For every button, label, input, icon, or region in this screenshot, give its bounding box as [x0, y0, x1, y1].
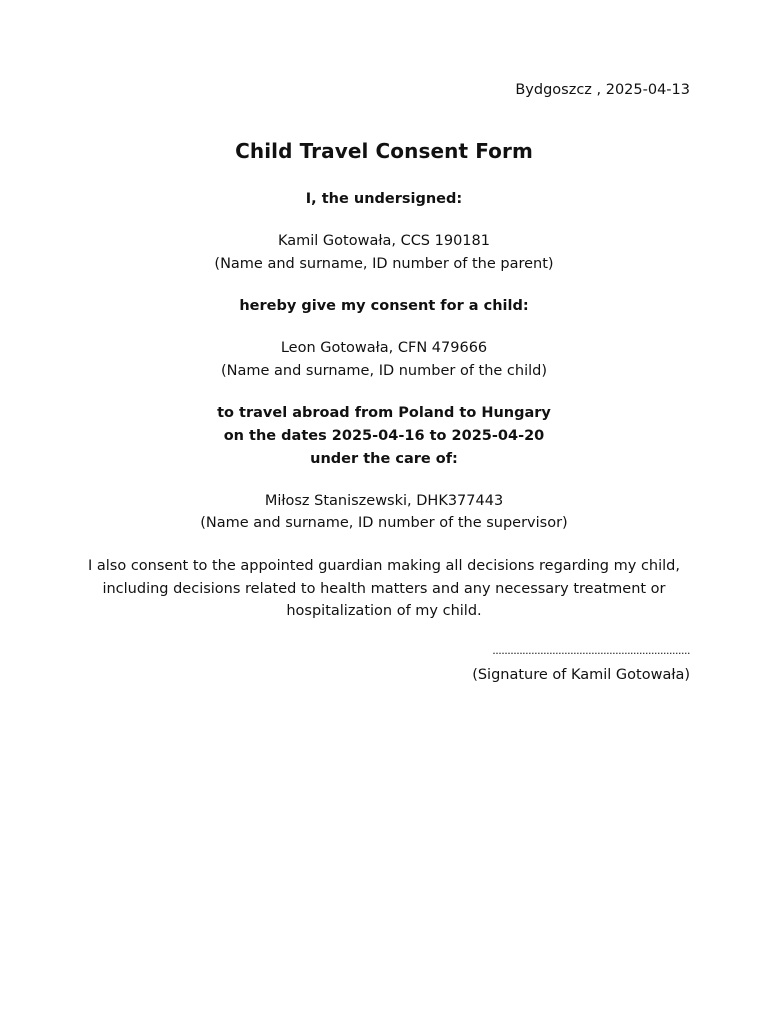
supervisor-name-id: Miłosz Staniszewski, DHK377443 [264, 493, 504, 509]
child-name-id: Leon Gotowała, CFN 479666 [280, 340, 488, 356]
signature-line: .................................................................. [492, 644, 690, 657]
consent-heading: hereby give my consent for a child: [239, 298, 529, 314]
guardian-consent-paragraph: I also consent to the appointed guardian making all decisions regarding my child, including decisions related to health matters and any necessary treatment or hospitalization of my child. [88, 558, 680, 620]
undersigned-heading: I, the undersigned: [305, 191, 463, 207]
care-of-heading: under the care of: [310, 451, 458, 467]
place-and-date: Bydgoszcz , 2025-04-13 [515, 82, 690, 98]
travel-dates: on the dates 2025-04-16 to 2025-04-20 [223, 428, 545, 444]
parent-name-id: Kamil Gotowała, CCS 190181 [278, 233, 490, 249]
document-title: Child Travel Consent Form [235, 139, 533, 163]
child-caption: (Name and surname, ID number of the child) [220, 363, 548, 379]
signature-caption: (Signature of Kamil Gotowała) [472, 667, 690, 683]
supervisor-caption: (Name and surname, ID number of the supervisor) [200, 515, 568, 531]
parent-caption: (Name and surname, ID number of the parent) [214, 256, 554, 272]
travel-destination: to travel abroad from Poland to Hungary [217, 405, 551, 421]
